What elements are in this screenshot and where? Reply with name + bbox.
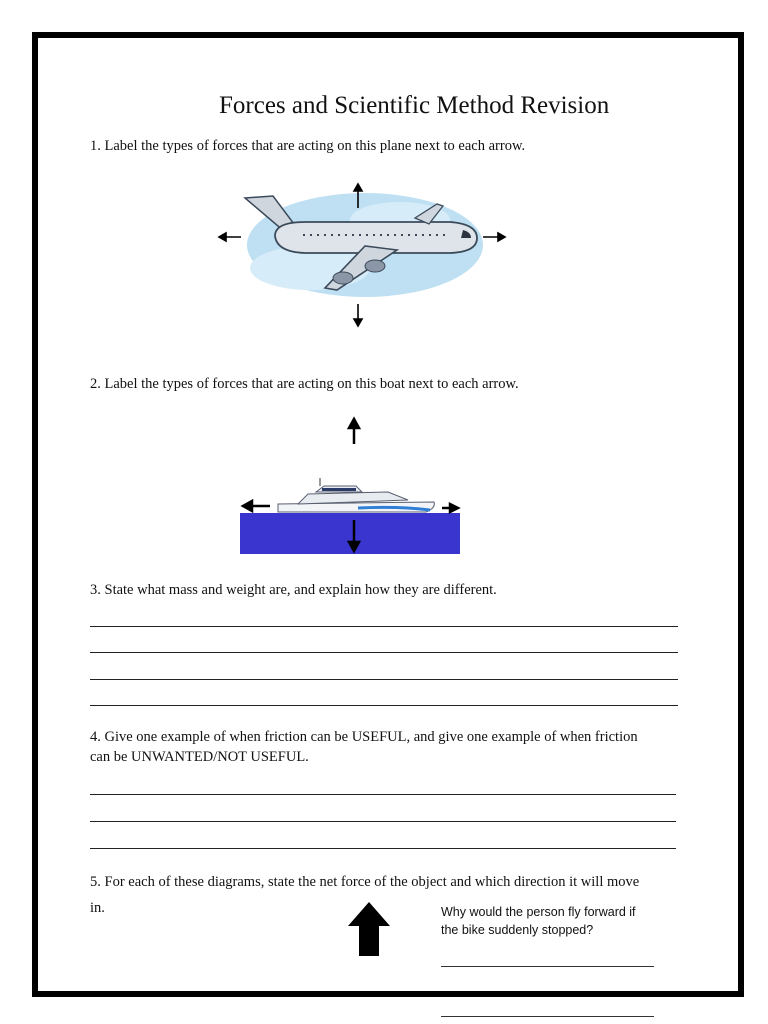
arrow-left-icon xyxy=(219,233,241,241)
sea xyxy=(240,513,460,554)
question-1: 1. Label the types of forces that are acting on this plane next to each arrow. xyxy=(90,138,526,154)
boat-diagram xyxy=(238,416,462,556)
up-arrow-icon xyxy=(346,900,392,958)
arrow-right-icon xyxy=(442,504,458,512)
question-4-line-2: can be UNWANTED/NOT USEFUL. xyxy=(90,749,309,765)
arrow-up-icon xyxy=(349,419,359,444)
answer-line[interactable] xyxy=(90,794,676,795)
answer-line[interactable] xyxy=(90,821,676,822)
question-2: 2. Label the types of forces that are acting on this boat next to each arrow. xyxy=(90,376,519,392)
arrow-down-icon xyxy=(354,304,362,326)
question-3: 3. State what mass and weight are, and explain how they are different. xyxy=(90,582,497,598)
side-question-line-1: Why would the person fly forward if xyxy=(441,905,636,919)
answer-line[interactable] xyxy=(90,652,678,653)
boat-icon xyxy=(278,478,434,512)
answer-line[interactable] xyxy=(441,1016,654,1017)
answer-line[interactable] xyxy=(90,848,676,849)
arrow-right-icon xyxy=(483,233,505,241)
question-5-line-2: in. xyxy=(90,900,105,916)
question-5-line-1: 5. For each of these diagrams, state the net force of the object and which direction it will move xyxy=(90,874,640,890)
page-title: Forces and Scientific Method Revision xyxy=(219,92,610,119)
answer-line[interactable] xyxy=(90,679,678,680)
answer-line[interactable] xyxy=(90,705,678,706)
arrow-left-icon xyxy=(243,501,270,511)
question-4-line-1: 4. Give one example of when friction can be USEFUL, and give one example of when friction xyxy=(90,729,638,745)
answer-line[interactable] xyxy=(441,966,654,967)
plane-diagram xyxy=(215,180,515,330)
side-question-line-2: the bike suddenly stopped? xyxy=(441,923,594,937)
answer-line[interactable] xyxy=(90,626,678,627)
